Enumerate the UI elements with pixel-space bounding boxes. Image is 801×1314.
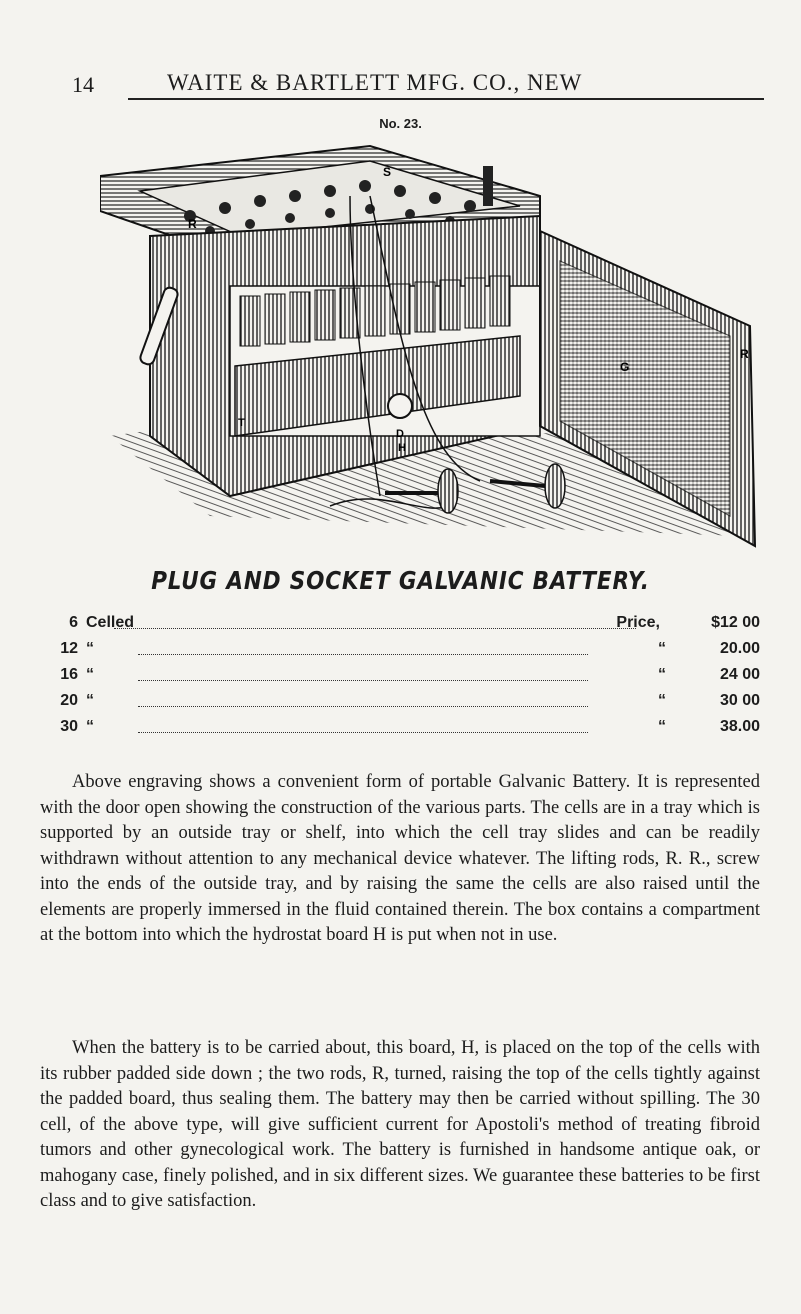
svg-text:T: T bbox=[238, 417, 245, 429]
switch-dial bbox=[388, 394, 412, 418]
cell-count: 30 bbox=[60, 718, 78, 735]
cell-unit: “ bbox=[86, 640, 94, 657]
price-row bbox=[44, 666, 760, 692]
figure-number: No. 23. bbox=[379, 116, 422, 131]
price-label: “ bbox=[658, 718, 666, 735]
price-row bbox=[44, 692, 760, 718]
price-list bbox=[44, 614, 760, 744]
figure-caption: PLUG AND SOCKET GALVANIC BATTERY. bbox=[151, 566, 650, 595]
cell-unit: “ bbox=[86, 718, 94, 735]
dot-leader bbox=[114, 628, 636, 629]
electrode-left bbox=[438, 469, 458, 513]
price-amount: 30 00 bbox=[719, 692, 760, 709]
price-row bbox=[44, 718, 760, 744]
cell-count: 6 bbox=[69, 614, 78, 631]
price-label: “ bbox=[658, 640, 666, 657]
svg-text:R: R bbox=[188, 217, 197, 231]
price-amount: 24 00 bbox=[719, 666, 760, 683]
dot-leader bbox=[138, 706, 588, 707]
page-number: 14 bbox=[72, 72, 94, 97]
svg-text:R: R bbox=[740, 347, 749, 361]
price-label: “ bbox=[658, 692, 666, 709]
cell-count: 20 bbox=[60, 692, 78, 709]
price-label: Price, bbox=[616, 614, 660, 631]
price-amount: 38.00 bbox=[719, 718, 760, 735]
dot-leader bbox=[138, 732, 588, 733]
cell-unit: Celled bbox=[86, 614, 135, 631]
body-paragraph-2: When the battery is to be carried about, this board, H, is placed on the top of the cells with its rubber padded side down ; the two rods, R, turned, raising the top of the cells tightly against the padded board, thus sealing them. The battery may then be carried without spilling. The 30 cell, of the above type, will give sufficient current for Apostoli's method of treating fibroid tumors and other gynecological work. The battery is furnished in handsome antique oak, or mahogany case, finely polished, and in six different sizes. We guarantee these batteries to be first class and to give satisfaction. bbox=[40, 1038, 760, 1211]
electrode-right bbox=[545, 464, 565, 508]
running-head: WAITE & BARTLETT MFG. CO., NEW bbox=[167, 70, 583, 95]
svg-text:S: S bbox=[383, 165, 392, 179]
battery-engraving bbox=[100, 136, 760, 556]
cell-unit: “ bbox=[86, 692, 94, 709]
cell-unit: “ bbox=[86, 666, 94, 683]
svg-text:D: D bbox=[396, 428, 404, 440]
price-row bbox=[44, 614, 760, 640]
price-amount: $12 00 bbox=[711, 614, 760, 631]
cell-count: 12 bbox=[60, 640, 78, 657]
price-label: “ bbox=[658, 666, 666, 683]
header-rule bbox=[128, 98, 764, 100]
cell-count: 16 bbox=[60, 666, 78, 683]
body-paragraph-1: Above engraving shows a convenient form of portable Galvanic Battery. It is represented with the door open showing the construction of the various parts. The cells are in a tray which is supported by an outside tray or shelf, into which the cell tray slides and can be readily withdrawn without attention to any mechanical device whatever. The lifting rods, R. R., screw into the ends of the outside tray, and by raising the same the cells are also raised until the elements are properly immersed in the fluid contained therein. The box contains a compartment at the bottom into which the hydrostat board H is put when not in use. bbox=[40, 772, 760, 945]
dot-leader bbox=[138, 680, 588, 681]
price-row bbox=[44, 640, 760, 666]
price-amount: 20.00 bbox=[719, 640, 760, 657]
svg-text:G: G bbox=[620, 360, 630, 374]
svg-text:H: H bbox=[398, 442, 406, 454]
dot-leader bbox=[138, 654, 588, 655]
